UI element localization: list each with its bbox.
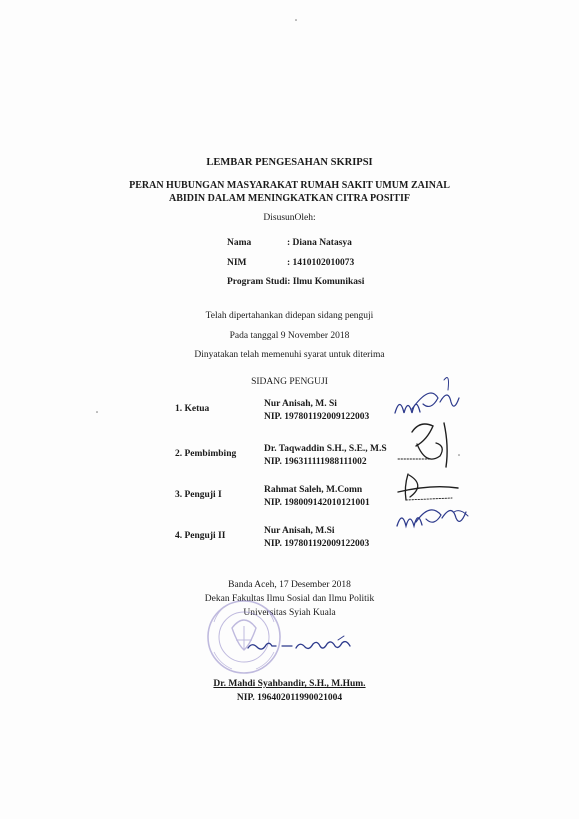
author-nim-label: NIM bbox=[227, 258, 247, 268]
examiner-signature bbox=[397, 510, 468, 526]
examiner-name: Rahmat Saleh, M.Comn bbox=[264, 485, 363, 495]
compiled-by-label: DisusunOleh: bbox=[263, 213, 316, 223]
examiner-nip: NIP. 198009142010121001 bbox=[264, 498, 370, 508]
examiner-role: 2. Pembimbing bbox=[175, 449, 237, 459]
university-name: Universitas Syiah Kuala bbox=[243, 608, 336, 618]
scan-speck bbox=[96, 411, 98, 413]
examiner-role: 4. Penguji II bbox=[175, 531, 226, 541]
dean-signature bbox=[248, 636, 350, 649]
author-name-label: Nama bbox=[227, 238, 252, 248]
dean-title: Dekan Fakultas Ilmu Sosial dan Ilmu Politik bbox=[204, 594, 375, 604]
statement-line-1: Telah dipertahankan didepan sidang penguji bbox=[205, 311, 374, 321]
author-name-value: : Diana Natasya bbox=[287, 238, 352, 248]
thesis-title-line-2: ABIDIN DALAM MENINGKATKAN CITRA POSITIF bbox=[169, 193, 410, 204]
examiner-name: Nur Anisah, M.Si bbox=[264, 526, 335, 536]
examiner-nip: NIP. 196311111988111002 bbox=[264, 457, 367, 467]
author-program: Program Studi: Ilmu Komunikasi bbox=[227, 277, 365, 287]
examiner-role: 1. Ketua bbox=[175, 404, 210, 414]
document-title: LEMBAR PENGESAHAN SKRIPSI bbox=[206, 157, 373, 168]
dean-name: Dr. Mahdi Syahbandir, S.H., M.Hum. bbox=[213, 679, 366, 689]
thesis-title-line-1: PERAN HUBUNGAN MASYARAKAT RUMAH SAKIT UMUM ZAINAL bbox=[129, 180, 450, 191]
statement-line-3: Dinyatakan telah memenuhi syarat untuk diterima bbox=[194, 350, 385, 360]
examiner-nip: NIP. 197801192009122003 bbox=[264, 412, 370, 422]
faculty-seal bbox=[208, 601, 280, 673]
examiner-nip: NIP. 197801192009122003 bbox=[264, 539, 370, 549]
examiner-signature bbox=[398, 474, 458, 500]
examiner-name: Nur Anisah, M. Si bbox=[264, 399, 337, 409]
committee-heading: SIDANG PENGUJI bbox=[251, 377, 328, 387]
scan-speck bbox=[295, 19, 297, 21]
examiner-signature bbox=[398, 423, 447, 467]
approval-place-date: Banda Aceh, 17 Desember 2018 bbox=[228, 580, 351, 590]
author-nim-value: : 1410102010073 bbox=[287, 258, 355, 268]
examiner-role: 3. Penguji I bbox=[175, 490, 222, 500]
dean-nip: NIP. 196402011990021004 bbox=[236, 693, 343, 703]
scan-speck bbox=[458, 454, 460, 456]
examiner-signature bbox=[395, 378, 459, 413]
statement-line-2: Pada tanggal 9 November 2018 bbox=[229, 331, 350, 341]
examiner-name: Dr. Taqwaddin S.H., S.E., M.S bbox=[264, 444, 387, 454]
